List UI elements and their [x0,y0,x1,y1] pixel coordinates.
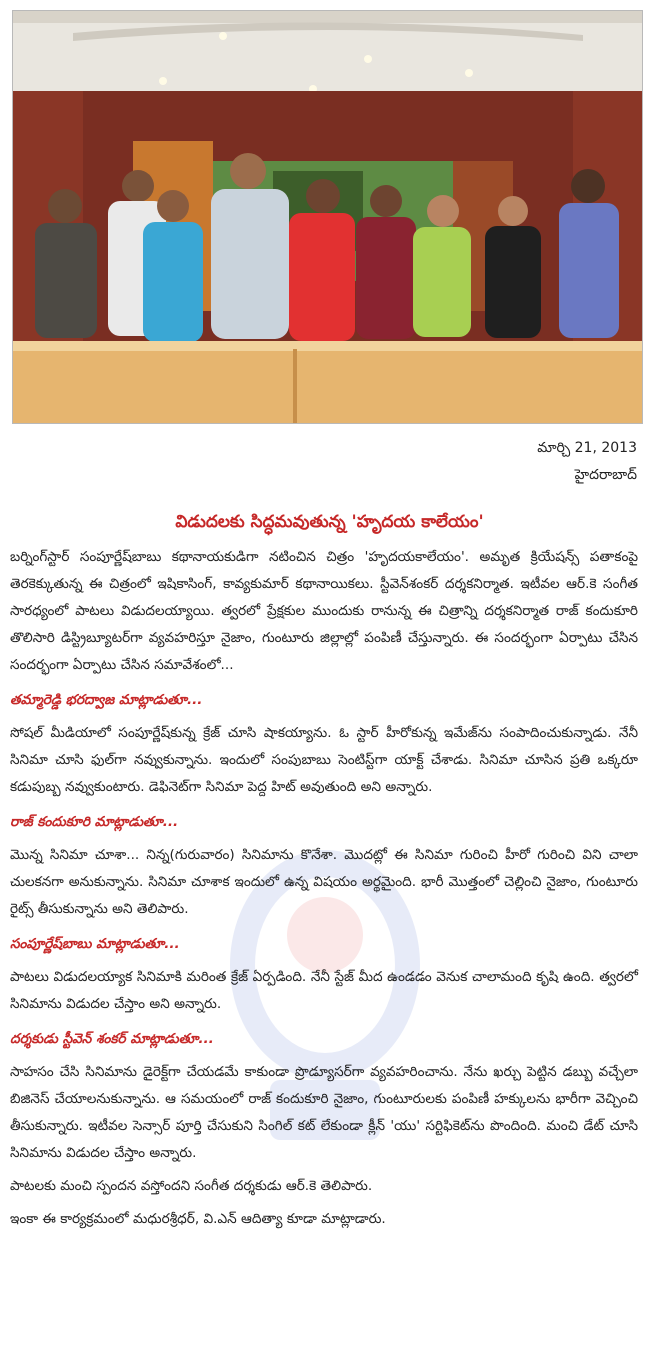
section-heading: దర్శకుడు స్టీవెన్ శంకర్ మాట్లాడుతూ... [10,1031,214,1047]
section-paragraph: సోషల్ మీడియాలో సంపూర్ణేష్‌కున్న క్రేజ్ చూసి షాకయ్యాను. ఓ స్టార్ హీరోకున్న ఇమేజ్‌ను సంపాదించుకున్నాడు. నేనీ సినిమా చూసి ఫుల్‌గా నవ్వుకున్నాను. ఇందులో సంపుబాబు సెంటిస్ట్‌గా యాక్ట్ చేశాడు. సినిమా చూసిన ప్రతి ఒక్కరూ కడుపుబ్బ నవ్వుకుంటారు. డెఫినెట్‌గా సినిమా పెద్ద హిట్ అవుతుంది అని అన్నారు. [10,725,638,795]
section-paragraph: సాహసం చేసి సినిమాను డైరెక్ట్‌గా చేయడమే కాకుండా ప్రొడ్యూసర్‌గా వ్యవహరించాను. నేను ఖర్చు పెట్టిన డబ్బు వచ్చేలా బిజినెస్ చేయాలనుకున్నాను. ఆ సమయంలో రాజ్ కందుకూరి నైజాం, గుంటూరులకు పంపిణీ హక్కులను భారీగా వెచ్చించి తీసుకున్నారు. ఇటీవల సెన్సార్ పూర్తి చేసుకుని సింగిల్ కట్ లేకుండా క్లీన్ 'యు' సర్టిఫికెట్‌ను పొందింది. మంచి డేట్ చూసి సినిమాను విడుదల చేస్తాం అన్నారు. [10,1064,638,1161]
article-location: హైదరాబాద్ [574,467,637,483]
closing-paragraph: పాటలకు మంచి స్పందన వస్తోందని సంగీత దర్శకుడు ఆర్.కె తెలిపారు. [10,1178,373,1194]
closing-paragraph: ఇంకా ఈ కార్యక్రమంలో మధురశ్రీధర్, వి.ఎన్ ఆదిత్యా కూడా మాట్లాడారు. [10,1211,386,1227]
section-heading: రాజ్ కందుకూరి మాట్లాడుతూ... [10,814,179,830]
section-heading: సంపూర్ణేష్‌బాబు మాట్లాడుతూ... [10,936,180,952]
press-meet-photo [12,10,643,424]
article-body [10,544,638,1233]
article-headline: విడుదలకు సిద్ధమవుతున్న 'హృదయ కాలేయం' [175,512,484,532]
article-date: మార్చి 21, 2013 [537,440,637,456]
section-paragraph: పాటలు విడుదలయ్యాక సినిమాకి మరింత క్రేజ్ ఏర్పడింది. నేనీ స్టేజ్ మీద ఉండడం వెనుక చాలామంది కృషి ఉంది. త్వరలో సినిమాను విడుదల చేస్తాం అని అన్నారు. [10,969,638,1012]
section-heading: తమ్మారెడ్డి భరద్వాజ మాట్లాడుతూ... [10,692,203,708]
section-paragraph: మొన్న సినిమా చూశా... నిన్న(గురువారం) సినిమాను కొనేశా. మొదట్లో ఈ సినిమా గురించి హీరో గురించి విని చాలా చులకనగా అనుకున్నాను. సినిమా చూశాక ఇందులో ఉన్న విషయం అర్థమైంది. భారీ మొత్తంలో చెల్లించి నైజాం, గుంటూరు రైట్స్ తీసుకున్నాను అని తెలిపారు. [10,847,638,917]
intro-paragraph: బర్నింగ్‌స్టార్ సంపూర్ణేష్‌బాబు కథానాయకుడిగా నటించిన చిత్రం 'హృదయకాలేయం'. అమృత క్రియేషన్స్ పతాకంపై తెరకెక్కుతున్న ఈ చిత్రంలో ఇషికాసింగ్, కావ్యకుమార్ కథానాయికలు. స్టీవెన్‌శంకర్ దర్శకనిర్మాత. ఇటీవల ఆర్.కె సంగీత సారధ్యంలో పాటలు విడుదలయ్యాయి. త్వరలో ప్రేక్షకుల ముందుకు రానున్న ఈ చిత్రాన్ని దర్శకనిర్మాత రాజ్ కందుకూరి తొలిసారి డిస్ట్రిబ్యూటర్‌గా వ్యవహరిస్తూ నైజాం, గుంటూరు జిల్లాల్లో పంపిణీ చేస్తున్నారు. ఈ సందర్భంగా ఏర్పాటు చేసిన సందర్భంగా ఏర్పాటు చేసిన సమావేశంలో... [10,549,638,673]
